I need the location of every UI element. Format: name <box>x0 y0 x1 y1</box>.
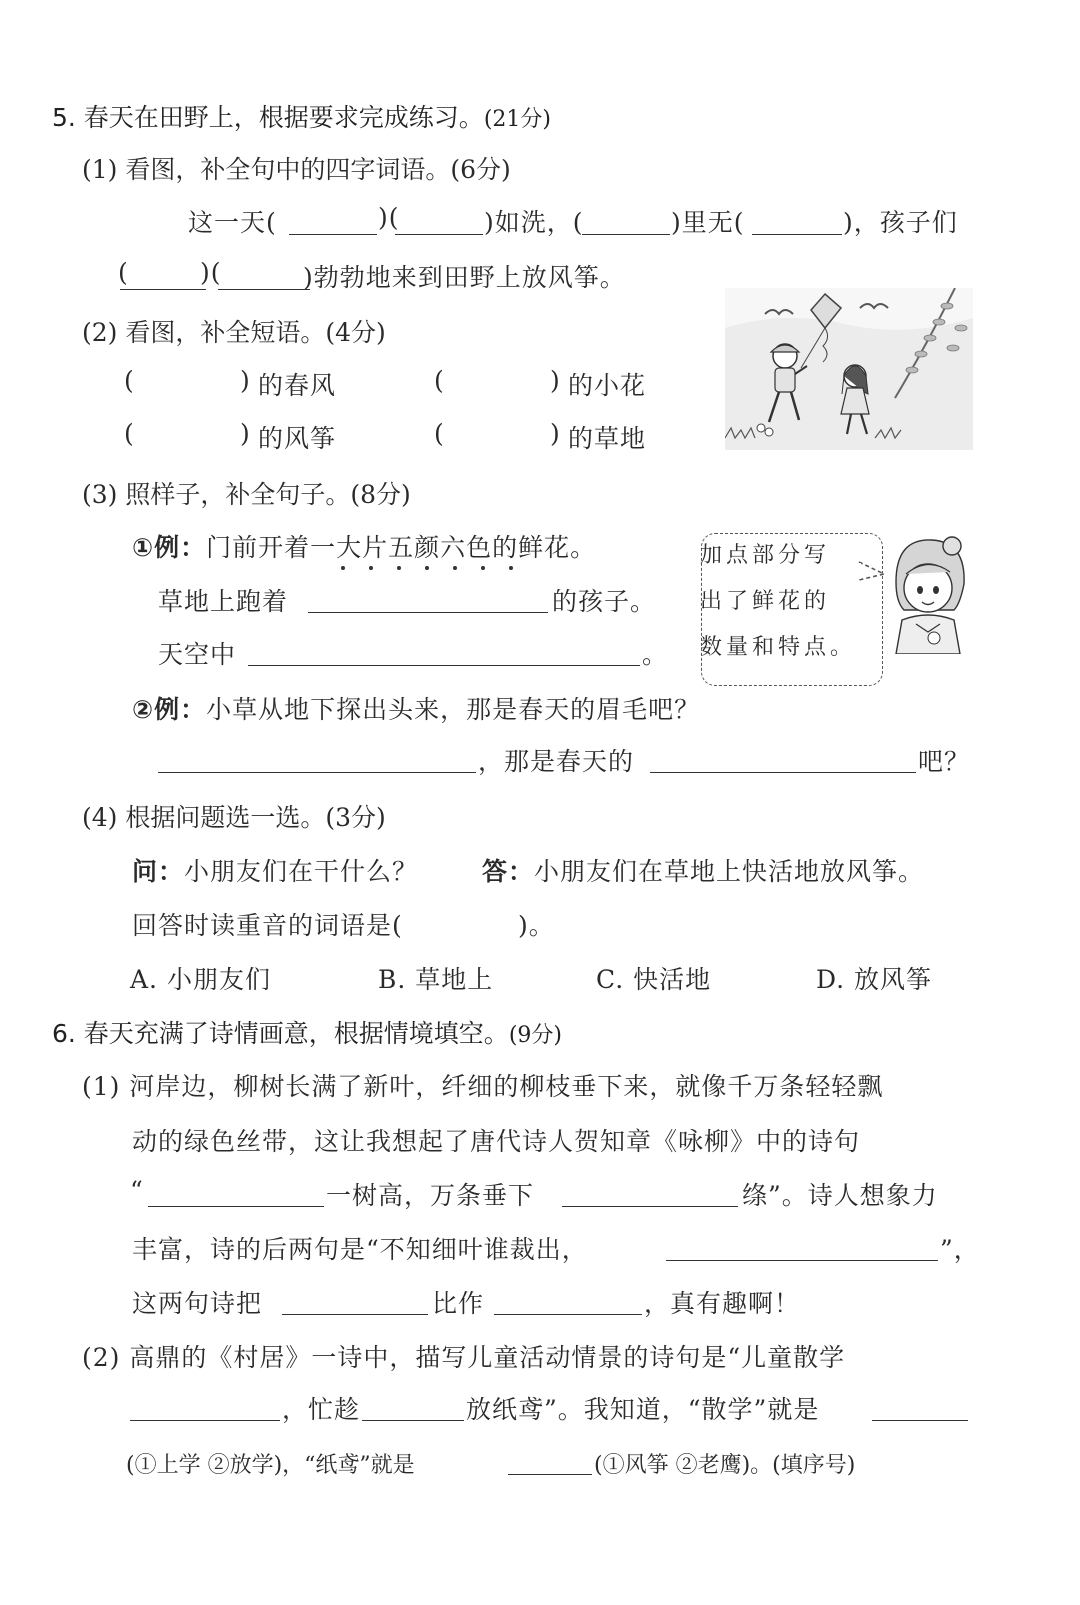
q6-blank-village-1[interactable] <box>130 1420 280 1421</box>
q5-part2-open-3: ( <box>124 419 135 448</box>
q5-part3-s1b: 的孩子。 <box>552 587 657 616</box>
option-a[interactable]: A. 小朋友们 <box>130 965 271 994</box>
q6-blank-sanxue[interactable] <box>872 1420 968 1421</box>
q5-part3-s1a: 草地上跑着 <box>158 587 289 616</box>
bubble-line-3: 数量和特点。 <box>700 635 857 660</box>
q5-part1-text-a2: )( <box>378 203 400 232</box>
q5-phrase-spring-wind: 的春风 <box>258 371 337 400</box>
q5-part1-text-b1: ( <box>118 258 129 287</box>
q6-blank-poem-1[interactable] <box>148 1206 324 1207</box>
q5-part2-open-4: ( <box>434 419 445 448</box>
q5-blank-3[interactable] <box>582 234 670 235</box>
q6-part1-l4a: 丰富，诗的后两句是“不知细叶谁裁出， <box>132 1235 588 1264</box>
q6-blank-zhiyuan[interactable] <box>508 1474 592 1475</box>
q5-part3-s2b: 。 <box>642 640 669 669</box>
q6-part1-line2: 动的绿色丝带，这让我想起了唐代诗人贺知章《咏柳》中的诗句 <box>132 1127 861 1156</box>
q6-part1-l3b: 一树高，万条垂下 <box>326 1181 535 1210</box>
q5-part1-label: (1) 看图，补全句中的四字词语。(6分) <box>82 155 511 184</box>
emphasis-dot <box>341 566 345 570</box>
emphasis-dot <box>481 566 485 570</box>
q5-part3-example2: ②例：小草从地下探出头来，那是春天的眉毛吧？ <box>132 695 701 724</box>
q6-blank-poem-2[interactable] <box>562 1206 738 1207</box>
q5-part4-question: 问：小朋友们在干什么？ <box>132 857 419 886</box>
q5-part1-text-a1: 这一天( <box>188 208 277 237</box>
q5-part1-text-b3: )勃勃地来到田野上放风筝。 <box>303 263 626 292</box>
q6-part1-l3c: 绦”。诗人想象力 <box>742 1181 938 1210</box>
q5-blank-6[interactable] <box>218 289 310 290</box>
q5-part4-prompt: 回答时读重音的词语是( <box>132 911 403 940</box>
bubble-line-2: 出了鲜花的 <box>700 589 831 614</box>
kite-flying-illustration <box>725 288 973 450</box>
q5-blank-2[interactable] <box>395 234 483 235</box>
option-d[interactable]: D. 放风筝 <box>816 965 933 994</box>
speech-bubble-tail <box>858 560 886 584</box>
q5-part3-s3b: 吧？ <box>918 747 971 776</box>
q6-title: 6. 春天充满了诗情画意，根据情境填空。(9分) <box>52 1019 562 1048</box>
q6-part1-l3a: “ <box>130 1176 144 1205</box>
bubble-line-1: 加点部分写 <box>700 543 831 568</box>
q6-part2-line1: (2) 高鼎的《村居》一诗中，描写儿童活动情景的诗句是“儿童散学 <box>82 1343 846 1372</box>
q5-part2-close-3: ) <box>240 419 251 448</box>
emphasis-dot <box>397 566 401 570</box>
q5-part2-close-2: ) <box>550 366 561 395</box>
q5-part3-s3a: ，那是春天的 <box>478 747 635 776</box>
q6-part2-l2b: 放纸鸢”。我知道，“散学”就是 <box>466 1395 820 1424</box>
q6-part2-l3a: (①上学 ②放学)，“纸鸢”就是 <box>126 1453 415 1478</box>
emphasis-dot <box>509 566 513 570</box>
q5-part4-label: (4) 根据问题选一选。(3分) <box>82 803 386 832</box>
q5-part1-text-a4: )里无( <box>671 208 745 237</box>
q6-part1-l5a: 这两句诗把 <box>132 1289 263 1318</box>
q5-part2-close-1: ) <box>240 366 251 395</box>
q5-blank-4[interactable] <box>752 234 842 235</box>
q5-phrase-kite: 的风筝 <box>258 424 337 453</box>
q5-part1-text-b2: )( <box>200 258 222 287</box>
q6-part1-l5b: 比作 <box>432 1289 485 1318</box>
q6-blank-poem-3[interactable] <box>666 1260 938 1261</box>
q5-blank-running-children[interactable] <box>308 612 548 613</box>
q5-part3-label: (3) 照样子，补全句子。(8分) <box>82 480 411 509</box>
q5-blank-sky[interactable] <box>248 665 640 666</box>
q5-phrase-small-flower: 的小花 <box>568 371 647 400</box>
q5-title: 5. 春天在田野上，根据要求完成练习。(21分) <box>52 103 551 132</box>
q5-part3-example1: ①例：门前开着一大片五颜六色的鲜花。 <box>132 533 597 562</box>
q5-part2-label: (2) 看图，补全短语。(4分) <box>82 318 386 347</box>
q6-blank-compare-1[interactable] <box>282 1314 428 1315</box>
q5-blank-5[interactable] <box>120 289 206 290</box>
q6-blank-compare-2[interactable] <box>494 1314 642 1315</box>
q5-part2-close-4: ) <box>550 419 561 448</box>
q5-part4-answer: 答：小朋友们在草地上快活地放风筝。 <box>482 857 925 886</box>
q6-part1-line1: (1) 河岸边，柳树长满了新叶，纤细的柳枝垂下来，就像千万条轻轻飘 <box>82 1072 884 1101</box>
emphasis-dot <box>425 566 429 570</box>
emphasis-dot <box>453 566 457 570</box>
q6-part2-l3b: (①风筝 ②老鹰)。(填序号) <box>594 1453 856 1478</box>
q5-part3-s2a: 天空中 <box>158 640 237 669</box>
q5-blank-example2-b[interactable] <box>650 772 916 773</box>
option-c[interactable]: C. 快活地 <box>596 965 712 994</box>
q5-part4-prompt-end: )。 <box>518 911 555 940</box>
q6-part2-l2a: ，忙趁 <box>282 1395 361 1424</box>
q6-part1-l5c: ，真有趣啊！ <box>644 1289 801 1318</box>
q5-blank-example2-a[interactable] <box>158 772 476 773</box>
option-b[interactable]: B. 草地上 <box>378 965 494 994</box>
q6-part1-l4b: ”， <box>940 1235 980 1264</box>
q6-blank-village-2[interactable] <box>362 1420 464 1421</box>
q5-part1-text-a3: )如洗，( <box>484 208 584 237</box>
q5-part1-text-a5: )，孩子们 <box>843 208 958 237</box>
girl-illustration <box>884 534 970 654</box>
emphasis-dot <box>369 566 373 570</box>
q5-blank-1[interactable] <box>289 234 377 235</box>
q5-part2-open-1: ( <box>124 366 135 395</box>
q5-part2-open-2: ( <box>434 366 445 395</box>
q5-phrase-grassland: 的草地 <box>568 424 647 453</box>
